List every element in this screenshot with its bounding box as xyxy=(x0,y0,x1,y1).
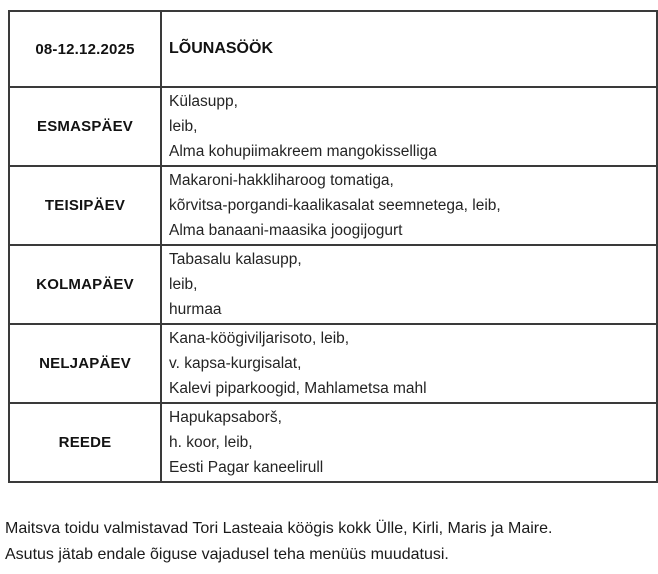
menu-items-wednesday xyxy=(161,245,657,324)
day-label-thursday: NELJAPÄEV xyxy=(9,324,161,403)
menu-line: Külasupp, xyxy=(169,93,238,110)
menu-line: Makaroni-hakkliharoog tomatiga, xyxy=(169,172,394,189)
menu-items-monday xyxy=(161,87,657,166)
menu-line: Eesti Pagar kaneelirull xyxy=(169,459,324,476)
day-label-tuesday: TEISIPÄEV xyxy=(9,166,161,245)
footer-line-1: Maitsva toidu valmistavad Tori Lasteaia köögis kokk Ülle, Kirli, Maris ja Maire. xyxy=(5,520,553,537)
menu-items-tuesday xyxy=(161,166,657,245)
table-row-thursday xyxy=(9,324,657,403)
table-row-monday xyxy=(9,87,657,166)
menu-line: Hapukapsaborš, xyxy=(169,409,282,426)
menu-line: Kana-köögiviljarisoto, leib, xyxy=(169,330,350,347)
menu-line: leib, xyxy=(169,276,198,293)
table-row-wednesday xyxy=(9,245,657,324)
table-row-header xyxy=(9,11,657,87)
menu-title: LÕUNASÖÖK xyxy=(161,11,657,87)
menu-line: kõrvitsa-porgandi-kaalikasalat seemnetega, leib, xyxy=(169,197,501,214)
menu-line: hurmaa xyxy=(169,301,222,318)
table-row-friday xyxy=(9,403,657,482)
day-label-monday: ESMASPÄEV xyxy=(9,87,161,166)
menu-line: leib, xyxy=(169,118,198,135)
footer-line-2: Asutus jätab endale õiguse vajadusel teha menüüs muudatusi. xyxy=(5,546,449,563)
day-label-wednesday: KOLMAPÄEV xyxy=(9,245,161,324)
week-range-label: 08-12.12.2025 xyxy=(9,11,161,87)
footer-note xyxy=(5,516,552,568)
menu-items-friday xyxy=(161,403,657,482)
menu-line: Tabasalu kalasupp, xyxy=(169,251,302,268)
menu-line: Alma kohupiimakreem mangokisselliga xyxy=(169,143,437,160)
menu-line: h. koor, leib, xyxy=(169,434,253,451)
menu-line: Kalevi piparkoogid, Mahlametsa mahl xyxy=(169,380,427,397)
table-row-tuesday xyxy=(9,166,657,245)
day-label-friday: REEDE xyxy=(9,403,161,482)
menu-line: v. kapsa-kurgisalat, xyxy=(169,355,302,372)
lunch-menu-table xyxy=(8,10,658,483)
menu-line: Alma banaani-maasika joogijogurt xyxy=(169,222,403,239)
menu-items-thursday xyxy=(161,324,657,403)
